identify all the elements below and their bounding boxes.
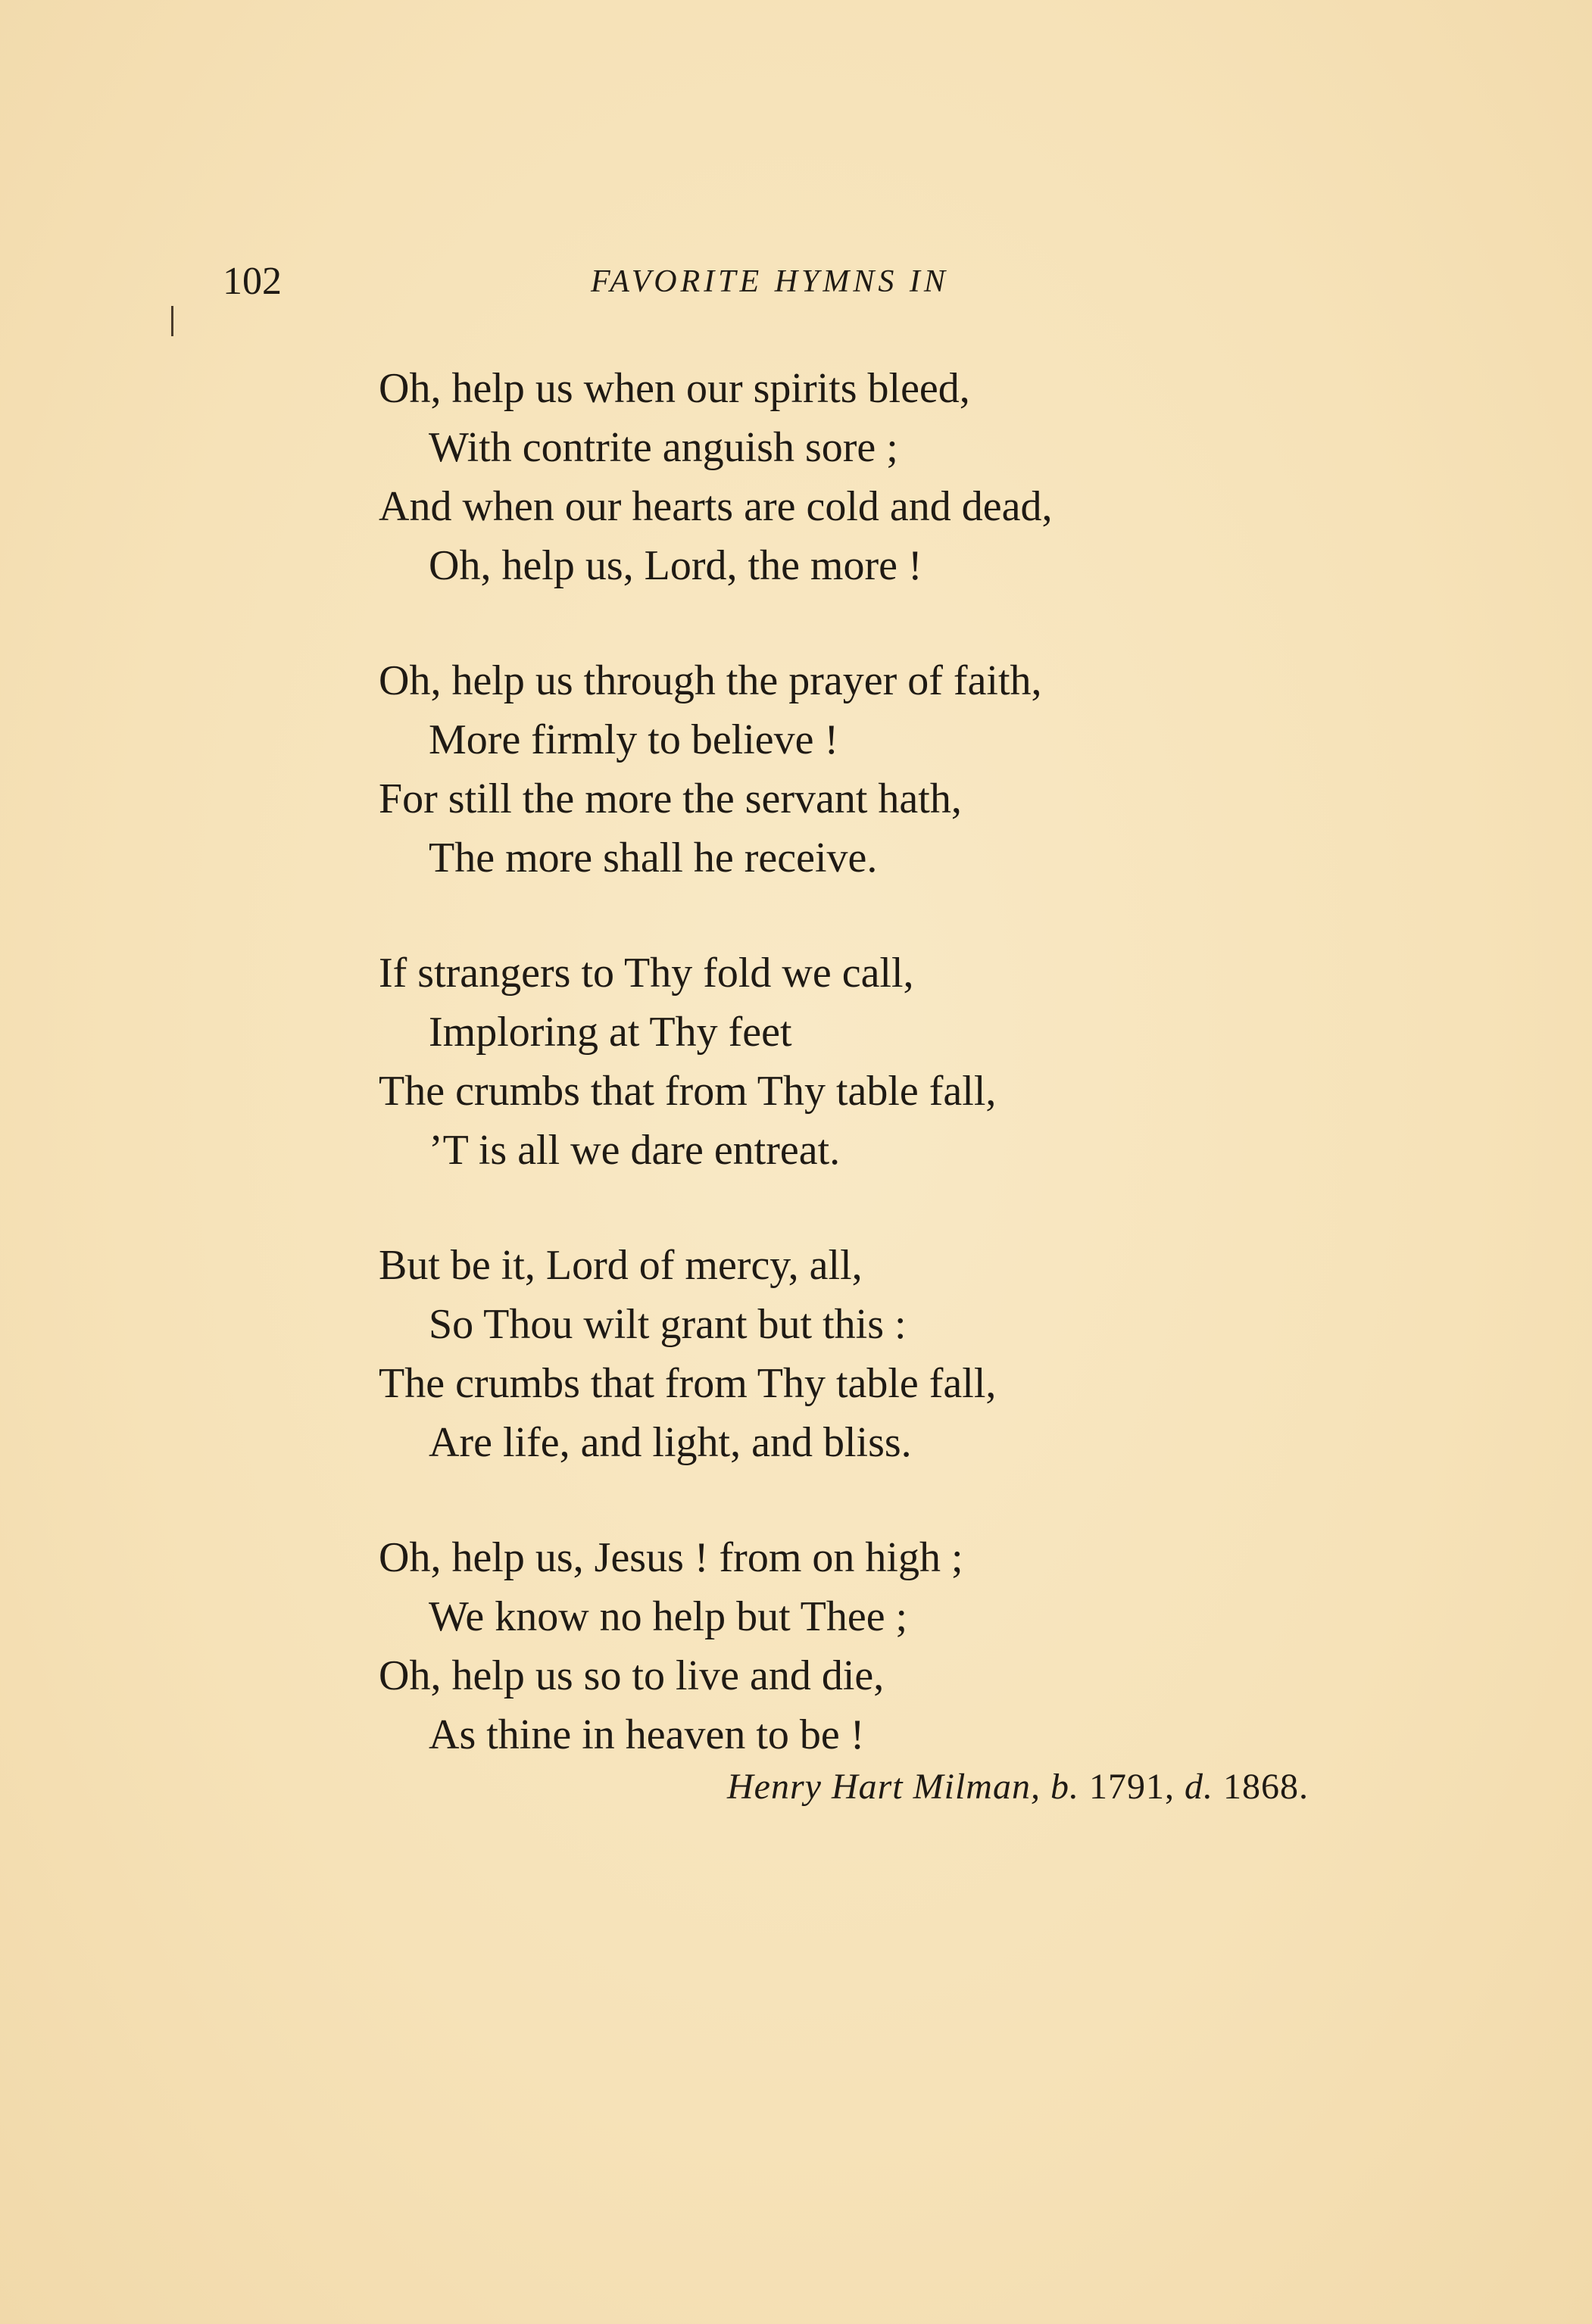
born-year: 1791, bbox=[1088, 1767, 1175, 1807]
died-label: d. bbox=[1184, 1767, 1213, 1807]
stanza-2 bbox=[379, 651, 1439, 887]
attribution bbox=[727, 1763, 1309, 1811]
page-number: 102 bbox=[223, 260, 282, 303]
verse-line: The more shall he receive. bbox=[429, 834, 878, 881]
running-head: FAVORITE HYMNS IN bbox=[591, 264, 949, 299]
verse-line: Oh, help us, Lord, the more ! bbox=[429, 542, 922, 589]
stanza-1 bbox=[379, 359, 1439, 595]
verse-line: So Thou wilt grant but this : bbox=[429, 1301, 907, 1348]
verse-line: Oh, help us, Jesus ! from on high ; bbox=[379, 1534, 963, 1581]
margin-mark bbox=[171, 306, 173, 336]
verse-line: The crumbs that from Thy table fall, bbox=[379, 1360, 997, 1407]
verse-line: Are life, and light, and bliss. bbox=[429, 1419, 912, 1466]
verse-line: As thine in heaven to be ! bbox=[429, 1711, 865, 1758]
born-label: b. bbox=[1050, 1767, 1079, 1807]
verse-line: For still the more the servant hath, bbox=[379, 775, 962, 822]
verse-line: We know no help but Thee ; bbox=[429, 1593, 908, 1640]
verse-line: ’T is all we dare entreat. bbox=[429, 1127, 841, 1174]
verse-line: More firmly to believe ! bbox=[429, 716, 839, 763]
verse-line: Oh, help us through the prayer of faith, bbox=[379, 657, 1042, 704]
verse-line: Oh, help us when our spirits bleed, bbox=[379, 365, 970, 412]
died-year: 1868. bbox=[1222, 1767, 1309, 1807]
poem bbox=[379, 359, 1439, 1820]
stanza-5 bbox=[379, 1528, 1439, 1764]
verse-line: Oh, help us so to live and die, bbox=[379, 1652, 885, 1699]
verse-line: Imploring at Thy feet bbox=[429, 1009, 792, 1056]
stanza-3 bbox=[379, 944, 1439, 1180]
verse-line: If strangers to Thy fold we call, bbox=[379, 950, 914, 997]
verse-line: But be it, Lord of mercy, all, bbox=[379, 1242, 863, 1289]
verse-line: And when our hearts are cold and dead, bbox=[379, 483, 1053, 530]
author-name: Henry Hart Milman, bbox=[727, 1767, 1041, 1807]
stanza-4 bbox=[379, 1236, 1439, 1472]
verse-line: With contrite anguish sore ; bbox=[429, 424, 898, 471]
verse-line: The crumbs that from Thy table fall, bbox=[379, 1068, 997, 1115]
